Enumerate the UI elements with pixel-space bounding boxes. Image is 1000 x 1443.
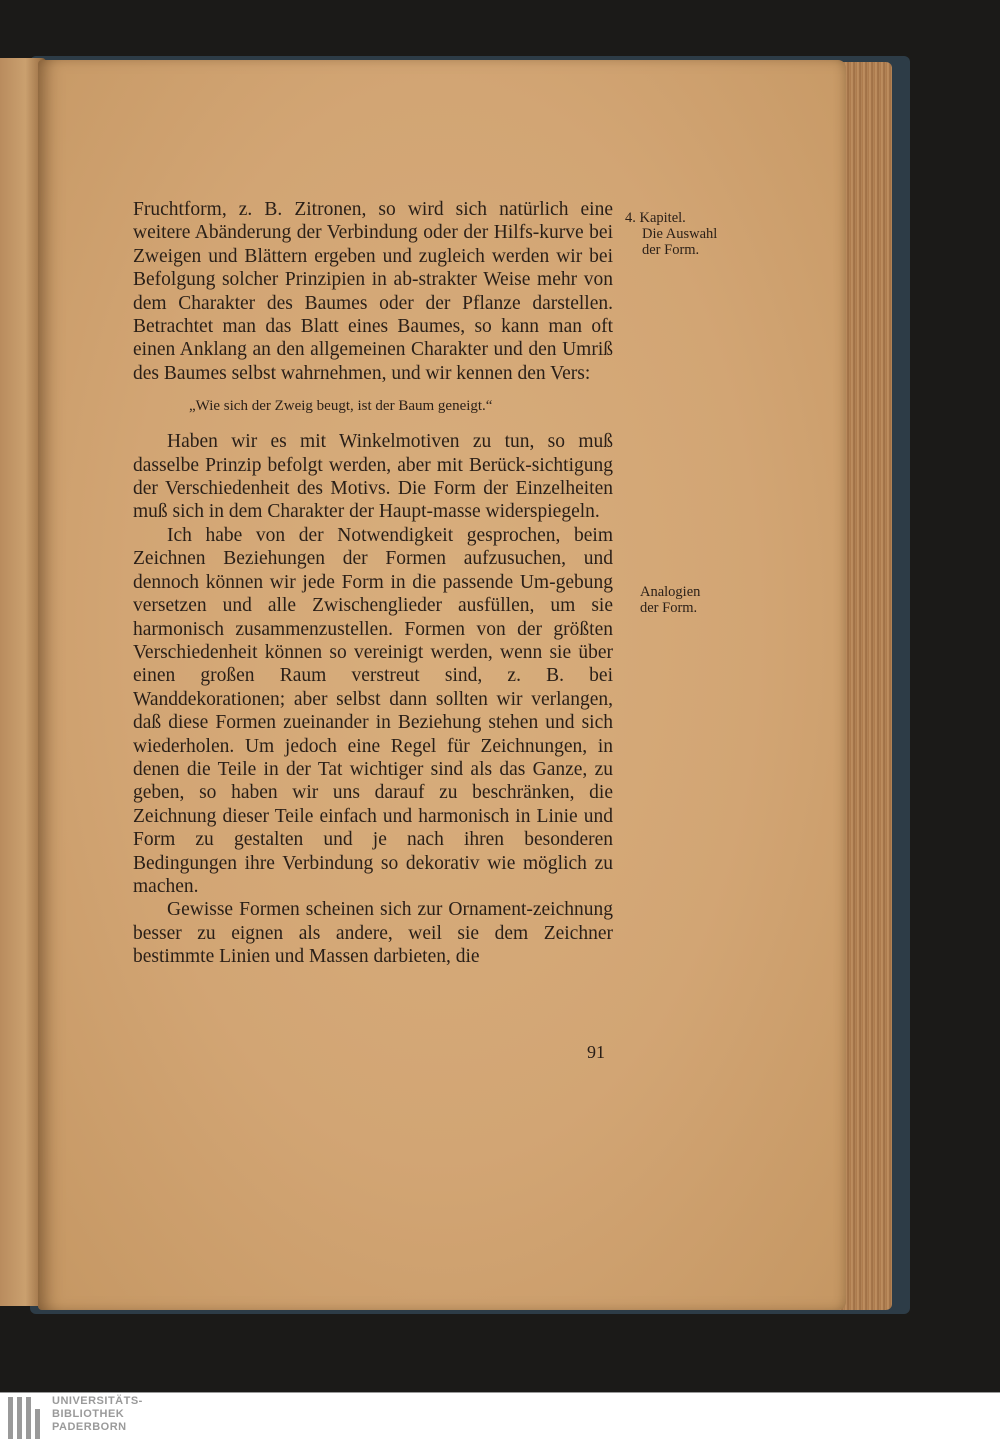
analogies-line2: der Form.	[640, 600, 698, 616]
margin-note-analogies	[640, 584, 700, 616]
library-name-line1: UNIVERSITÄTS-	[52, 1395, 143, 1407]
verse-quote: „Wie sich der Zweig beugt, ist der Baum geneigt.“	[189, 398, 493, 415]
chapter-label: 4. Kapitel.	[625, 210, 686, 226]
library-name-line2: BIBLIOTHEK	[52, 1408, 125, 1420]
paragraph-1: Fruchtform, z. B. Zitronen, so wird sich natürlich eine weitere Abänderung der Verbindung oder der Hilfs-kurve bei Zweigen und Blättern ergeben und zugleich werden wir bei Befolgung solcher Prinzipien in ab-strakter Weise mehr von dem Charakter des Baumes oder der Pflanze darstellen. Betrachtet man das Blatt eines Baumes, so kann man oft einen Anklang an den allgemeinen Charakter und den Umriß des Baumes selbst wahrnehmen, und wir kennen den Vers:	[133, 199, 613, 384]
page-number: 91	[587, 1042, 605, 1062]
paragraph-3: Ich habe von der Notwendigkeit gesprochen, beim Zeichnen Beziehungen der Formen aufzusuchen, und dennoch können wir jede Form in die passende Um-gebung versetzen und alle Zwischenglieder ausfüllen, um sie harmonisch zusammenzustellen. Formen von der größten Verschiedenheit können so vereinigt werden, wenn sie über einen großen Raum verstreut sind, z. B. bei Wanddekorationen; aber selbst dann sollten wir verlangen, daß diese Formen zueinander in Beziehung stehen und sich wiederholen. Um jedoch eine Regel für Zeichnungen, in denen die Teile in der Tat wichtiger sind als das Ganze, zu geben, so haben wir uns darauf zu beschränken, die Zeichnung dieser Teile einfach und harmonisch in Linie und Form zu gestalten und je nach ihren besonderen Bedingungen ihre Verbindung so dekorativ wie möglich zu machen.	[133, 524, 613, 897]
paragraph-4: Gewisse Formen scheinen sich zur Ornament-zeichnung besser zu eignen als andere, weil sie dem Zeichner bestimmte Linien und Massen darbieten, die	[133, 899, 613, 968]
body-text	[133, 198, 613, 969]
library-name	[52, 1395, 143, 1434]
chapter-subtitle-line1: Die Auswahl	[642, 226, 718, 242]
analogies-line1: Analogien	[640, 584, 701, 600]
library-name-line3: PADERBORN	[52, 1421, 127, 1433]
margin-note-chapter	[625, 210, 717, 258]
chapter-subtitle-line2: der Form.	[642, 242, 700, 258]
paragraph-2: Haben wir es mit Winkelmotiven zu tun, so muß dasselbe Prinzip befolgt werden, aber mit Berück-sichtigung der Verschiedenheit des Motivs. Die Form der Einzelheiten muß sich in dem Charakter der Haupt-masse widerspiegeln.	[133, 431, 613, 523]
library-footer	[0, 1392, 1000, 1443]
library-logo-icon	[8, 1397, 46, 1439]
